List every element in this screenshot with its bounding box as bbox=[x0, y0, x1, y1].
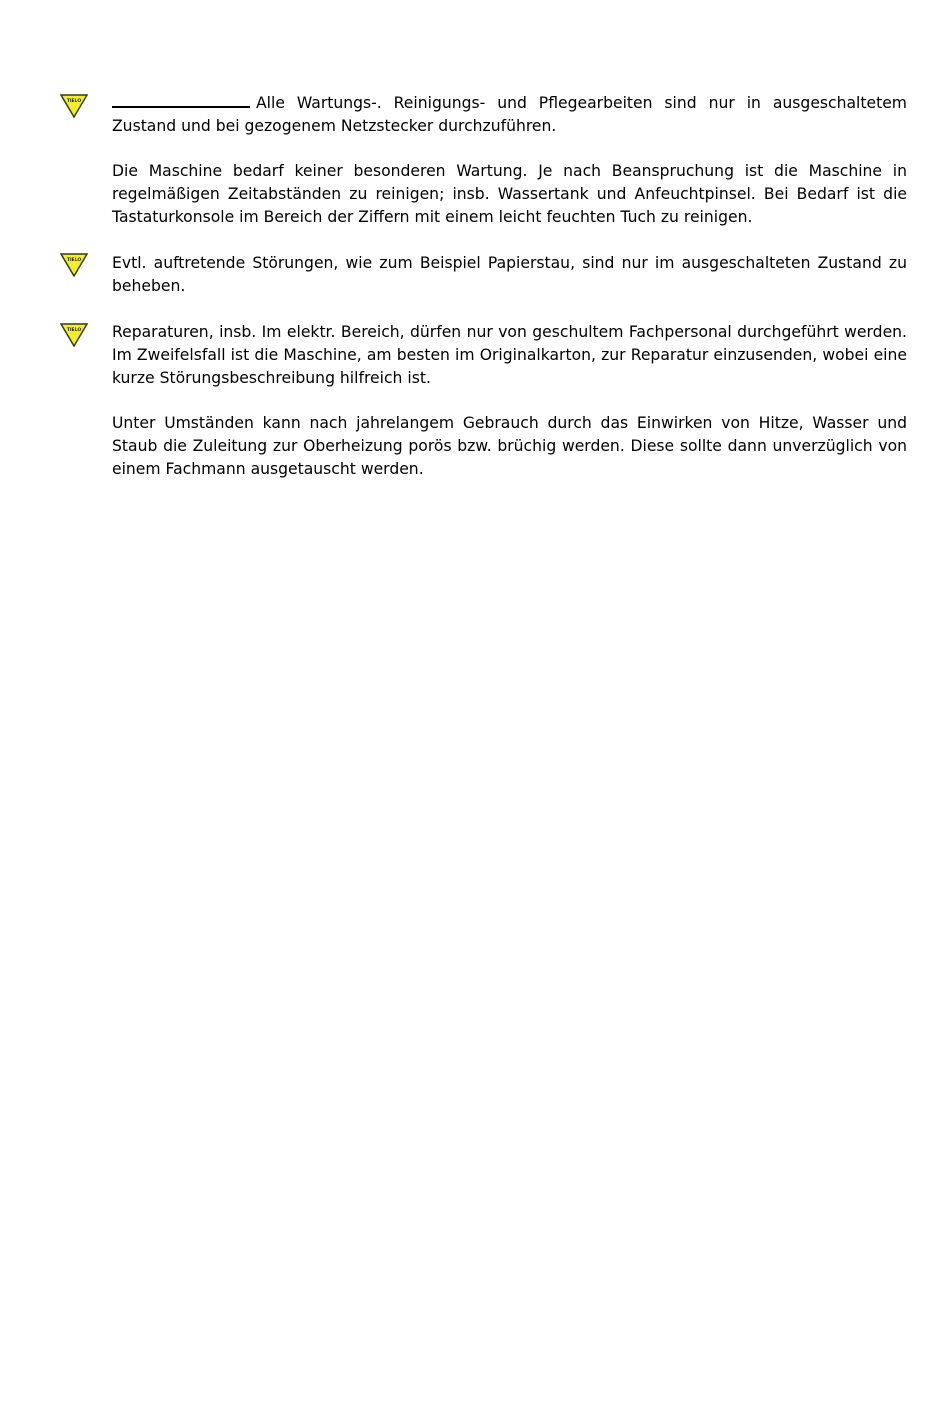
warning-icon-label: TIELO bbox=[66, 328, 82, 333]
paragraph-text: Alle Wartungs-. Reinigungs- und Pflegearbeiten sind nur in ausgeschaltetem Zustand und bei gezogenem Netzstecker durchzuführen. bbox=[112, 94, 907, 135]
paragraph-heater-cable: Unter Umständen kann nach jahrelangem Gebrauch durch das Einwirken von Hitze, Wasser und Staub die Zuleitung zur Oberheizung porös bzw. brüchig werden. Diese sollte dann unverzüglich von einem Fachmann ausgetauscht werden. bbox=[112, 414, 907, 478]
paragraph-cleaning: Die Maschine bedarf keiner besonderen Wartung. Je nach Beanspruchung ist die Maschine in regelmäßigen Zeitabständen zu reinigen; insb. Wassertank und Anfeuchtpinsel. Bei Bedarf ist die Tastaturkonsole im Bereich der Ziffern mit einem leicht feuchten Tuch zu reinigen. bbox=[112, 162, 907, 226]
warning-icon-label: TIELO bbox=[66, 258, 82, 263]
paragraph-malfunctions: Evtl. auftretende Störungen, wie zum Beispiel Papierstau, sind nur im ausgeschalteten Zustand zu beheben. bbox=[112, 254, 907, 295]
warning-triangle-icon bbox=[60, 94, 88, 118]
warning-triangle-icon bbox=[60, 323, 88, 347]
warning-triangle-icon bbox=[60, 253, 88, 277]
warning-icon-label: TIELO bbox=[66, 99, 82, 104]
paragraph-maintenance-safety bbox=[112, 91, 907, 138]
paragraph-repairs: Reparaturen, insb. Im elektr. Bereich, dürfen nur von geschultem Fachpersonal durchgeführt werden. Im Zweifelsfall ist die Maschine, am besten im Originalkarton, zur Reparatur einzusenden, wobei eine kurze Störungsbeschreibung hilfreich ist. bbox=[112, 323, 907, 387]
fill-in-blank-line bbox=[112, 91, 250, 108]
